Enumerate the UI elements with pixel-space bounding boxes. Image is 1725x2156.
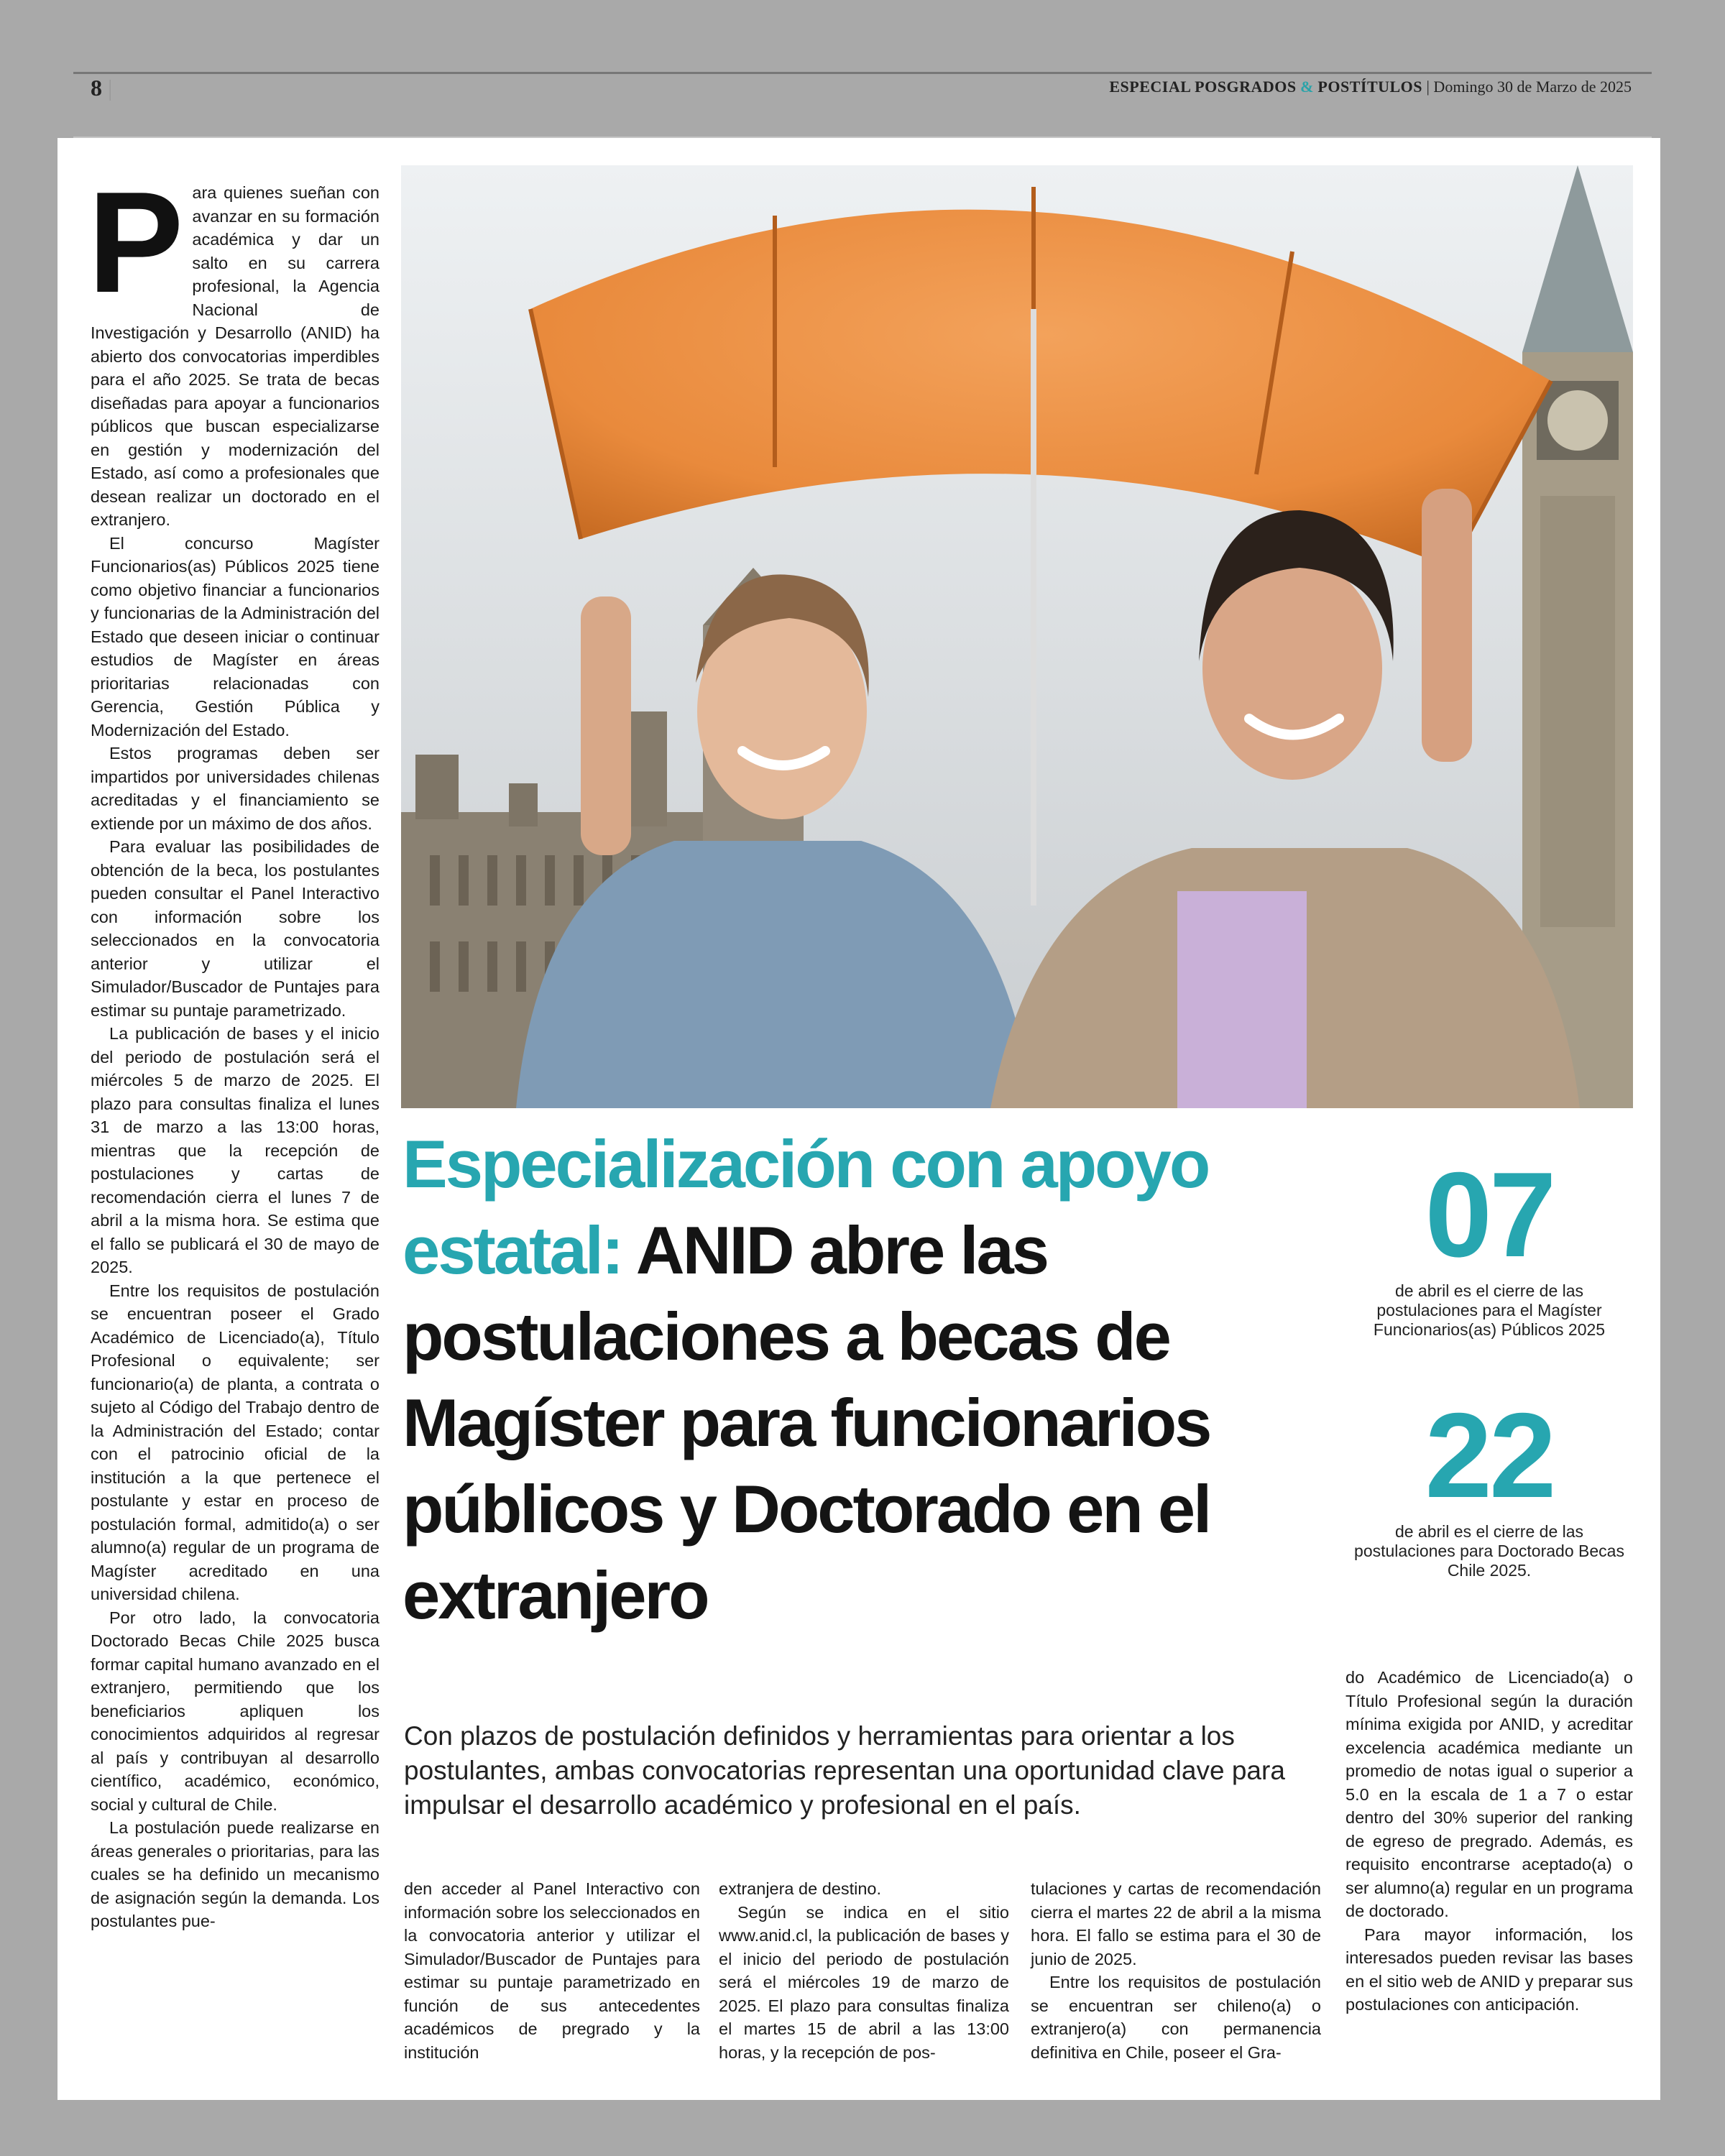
stat-box-doctorado [1346, 1388, 1633, 1580]
section-header [1109, 78, 1632, 96]
edition-date: | Domingo 30 de Marzo de 2025 [1426, 78, 1632, 96]
headline-main: ANID abre las postulaciones a becas de Magíster para funcionarios públicos y Doctorado en el extranjero [402, 1212, 1210, 1633]
section-name-b: POSTÍTULOS [1317, 78, 1423, 96]
body-paragraph: La publicación de bases y el inicio del periodo de postulación será el miércoles 5 de marzo de 2025. El plazo para consultas finaliza el lunes 31 de marzo a las 13:00 horas, mientras que la recepción de postulaciones y cartas de recomendación cierra el lunes 7 de abril a la misma hora. Se estima que el fallo se publicará el 30 de mayo de 2025. [91, 1024, 380, 1276]
article-photo [401, 165, 1633, 1108]
subheadline: Con plazos de postulación definidos y herramientas para orientar a los postulantes, ambas convocatorias representan una oportunidad clave para impulsar el desarrollo académico y profesional en el país. [404, 1721, 1285, 1820]
lead-paragraph: Para quienes sueñan con avanzar en su formación académica y dar un salto en su carrera profesional, la Agencia Nacional de Investigación y Desarrollo (ANID) ha abierto dos convocatorias imperdibles para el año 2025. Se trata de becas diseñadas para apoyar a funcionarios públicos que buscan especializarse en gestión y modernización del Estado, así como a profesionales que desean realizar un doctorado en el extranjero. [88, 162, 380, 529]
headline-accent: Especialización con apoyo estatal: [402, 1126, 1209, 1288]
body-paragraph: Para evaluar las posibilidades de obtención de la beca, los postulantes pueden consultar el Panel Interactivo con información sobre los seleccionados en la convocatoria anterior y utilizar el Simulador/Buscador de Puntajes para estimar su puntaje parametrizado. [91, 837, 380, 1020]
umbrella-photo-illustration [401, 165, 1633, 1108]
body-paragraph: Entre los requisitos de postulación se encuentran poseer el Grado Académico de Licenciado(a), Título Profesional o equivalente; ser funcionario(a) de planta, a contrata o sujeto al Código del Trabajo dentro de la Administración del Estado; contar con el patrocinio oficial de la institución a la que pertenece el postulante y estar en proceso de postulación formal, admitido(a) o ser alumno(a) regular de un programa de Magíster acreditado en una universidad chilena. [91, 1281, 380, 1603]
left-article-column [88, 162, 380, 1933]
stat-caption: de abril es el cierre de las postulaciones para Doctorado Becas Chile 2025. [1354, 1522, 1624, 1580]
body-paragraph: extranjera de destino. [719, 1879, 882, 1898]
body-paragraph: Entre los requisitos de postulación se encuentran ser chileno(a) o extranjero(a) con permanencia definitiva en Chile, poseer el Gra- [1031, 1973, 1321, 2062]
body-paragraph: den acceder al Panel Interactivo con información sobre los seleccionados en la convocatoria anterior y utilizar el Simulador/Buscador de Puntajes para estimar su puntaje parametrizado en función de sus antecedentes académicos de pregrado y la institución [404, 1879, 700, 2062]
page-number: 8 | [91, 75, 113, 101]
section-amp: & [1300, 78, 1314, 96]
body-paragraph: Por otro lado, la convocatoria Doctorado Becas Chile 2025 busca formar capital humano avanzado en el extranjero, permitiendo que los beneficiarios apliquen los conocimientos adquiridos al regresar al país y contribuyan al desarrollo científico, académico, económico, social y cultural de Chile. [91, 1608, 380, 1814]
bottom-column-1 [404, 1877, 700, 2064]
body-paragraph: La postulación puede realizarse en áreas generales o prioritarias, para las cuales se ha definido un mecanismo de asignación según la demanda. Los postulantes pue- [91, 1818, 380, 1930]
body-paragraph: tulaciones y cartas de recomendación cierra el martes 22 de abril a la misma hora. El fallo se estima para el 30 de junio de 2025. [1031, 1879, 1321, 1968]
stat-caption: de abril es el cierre de las postulaciones para el Magíster Funcionarios(as) Públicos 2025 [1373, 1281, 1606, 1339]
bottom-column-2 [719, 1877, 1009, 2064]
header-rule [73, 72, 1652, 74]
section-name-a: ESPECIAL POSGRADOS [1109, 78, 1297, 96]
drop-cap: P [88, 162, 184, 323]
body-paragraph: Estos programas deben ser impartidos por universidades chilenas acreditadas y el financiamiento se extiende por un máximo de dos años. [91, 744, 380, 833]
bottom-column-3 [1031, 1877, 1321, 2064]
bottom-column-4 [1346, 1666, 1633, 2017]
stat-number: 22 [1425, 1388, 1554, 1523]
headline [402, 1121, 1301, 1639]
body-paragraph: Según se indica en el sitio www.anid.cl, la publicación de bases y el inicio del periodo de postulación será el miércoles 19 de marzo de 2025. El plazo para consultas finaliza el martes 15 de abril a las 13:00 horas, y la recepción de pos- [719, 1902, 1009, 2062]
body-paragraph: El concurso Magíster Funcionarios(as) Públicos 2025 tiene como objetivo financiar a funcionarios y funcionarias de la Administración del Estado que deseen iniciar o continuar estudios de Magíster en áreas prioritarias relacionadas con Gerencia, Gestión Pública y Modernización del Estado. [91, 533, 380, 740]
body-paragraph: Para mayor información, los interesados pueden revisar las bases en el sitio web de ANID y preparar sus postulaciones con anticipación. [1346, 1925, 1633, 2014]
body-paragraph: do Académico de Licenciado(a) o Título Profesional según la duración mínima exigida por ANID, y acreditar excelencia académica mediante un promedio de notas igual o superior a 5.0 en la escala de 1 a 7 o estar dentro del 30% superior del ranking de egreso de pregrado. Además, es requisito encontrarse aceptado(a) o ser alumno(a) regular en un programa de doctorado. [1346, 1668, 1633, 1920]
stat-number: 07 [1425, 1147, 1554, 1282]
stat-box-magister [1346, 1147, 1633, 1340]
